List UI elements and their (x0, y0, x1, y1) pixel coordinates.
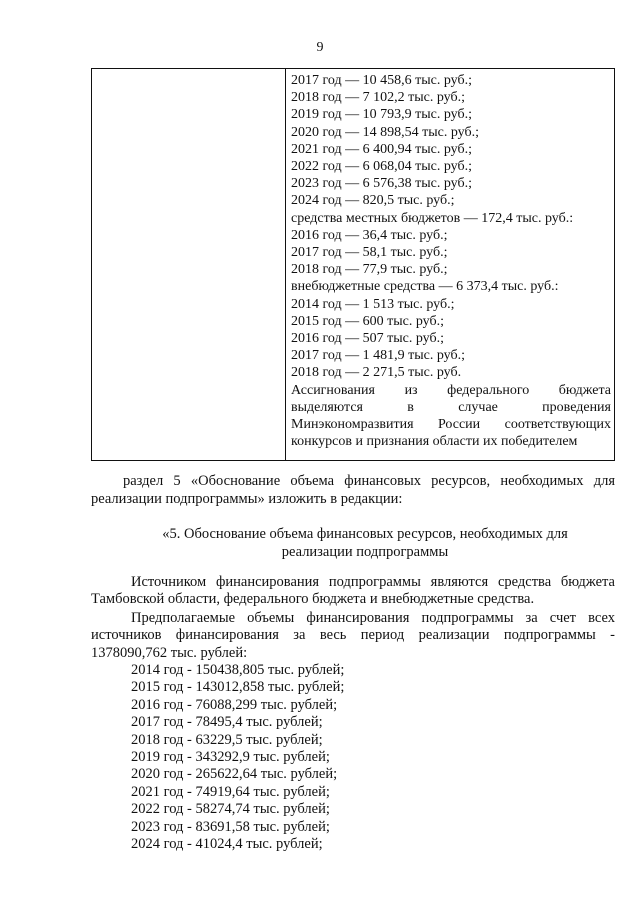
funding-line: средства местных бюджетов — 172,4 тыс. руб.: (291, 210, 574, 226)
funding-line: 2016 год — 507 тыс. руб.; (291, 331, 444, 347)
funding-line: 2015 год — 600 тыс. руб.; (291, 313, 444, 329)
funding-line: 2014 год — 1 513 тыс. руб.; (291, 296, 455, 312)
funding-line: 2019 год — 10 793,9 тыс. руб.; (291, 107, 472, 123)
list-item: 2022 год - 58274,74 тыс. рублей; (131, 801, 330, 818)
funding-line: 2022 год — 6 068,04 тыс. руб.; (291, 159, 472, 175)
funding-line: 2018 год — 2 271,5 тыс. руб. (291, 365, 462, 381)
list-item: 2017 год - 78495,4 тыс. рублей; (131, 714, 323, 731)
year-funding-list (131, 662, 344, 853)
funding-line: 2016 год — 36,4 тыс. руб.; (291, 227, 448, 243)
note-line: Ассигнования из федерального бюджета (291, 382, 611, 398)
list-item: 2016 год - 76088,299 тыс. рублей; (131, 696, 338, 713)
note-line: конкурсов и признания области их победителем (291, 434, 578, 450)
funding-line: 2021 год — 6 400,94 тыс. руб.; (291, 141, 472, 157)
list-item: 2020 год - 265622,64 тыс. рублей; (131, 766, 338, 783)
note-line: Минэкономразвития России соответствующих (291, 417, 611, 433)
funding-line: внебюджетные средства — 6 373,4 тыс. руб.: (291, 279, 559, 295)
table-right-cell (291, 72, 611, 450)
funding-line: 2020 год — 14 898,54 тыс. руб.; (291, 124, 479, 140)
paragraph-sources: Источником финансирования подпрограммы являются средства бюджета Тамбовской области, федерального бюджета и внебюджетные средства. (91, 574, 615, 608)
funding-line: 2017 год — 58,1 тыс. руб.; (291, 245, 448, 261)
funding-line: 2023 год — 6 576,38 тыс. руб.; (291, 176, 472, 192)
list-item: 2019 год - 343292,9 тыс. рублей; (131, 749, 330, 766)
list-item: 2021 год - 74919,64 тыс. рублей; (131, 783, 330, 800)
note-line: выделяются в случае проведения (291, 399, 611, 415)
page-number: 9 (316, 40, 324, 55)
list-item: 2018 год - 63229,5 тыс. рублей; (131, 731, 323, 748)
list-item: 2023 год - 83691,58 тыс. рублей; (131, 818, 330, 835)
list-item: 2014 год - 150438,805 тыс. рублей; (131, 662, 345, 678)
funding-line: 2017 год — 1 481,9 тыс. руб.; (291, 348, 465, 364)
list-item: 2024 год - 41024,4 тыс. рублей; (131, 836, 323, 853)
section-heading: «5. Обоснование объема финансовых ресурсов, необходимых для реализации подпрограммы (162, 526, 568, 560)
funding-line: 2018 год — 77,9 тыс. руб.; (291, 262, 448, 278)
funding-line: 2018 год — 7 102,2 тыс. руб.; (291, 90, 465, 106)
funding-line: 2017 год — 10 458,6 тыс. руб.; (291, 73, 472, 88)
funding-table (91, 68, 615, 461)
paragraph-volumes: Предполагаемые объемы финансирования подпрограммы за счет всех источников финансирования за весь период реализации подпрограммы - 1378090,762 тыс. рублей: (91, 610, 615, 661)
table-left-cell (92, 69, 286, 460)
section-intro: раздел 5 «Обоснование объема финансовых ресурсов, необходимых для реализации подпрограммы» изложить в редакции: (91, 473, 615, 507)
list-item: 2015 год - 143012,858 тыс. рублей; (131, 679, 345, 696)
funding-line: 2024 год — 820,5 тыс. руб.; (291, 193, 455, 209)
